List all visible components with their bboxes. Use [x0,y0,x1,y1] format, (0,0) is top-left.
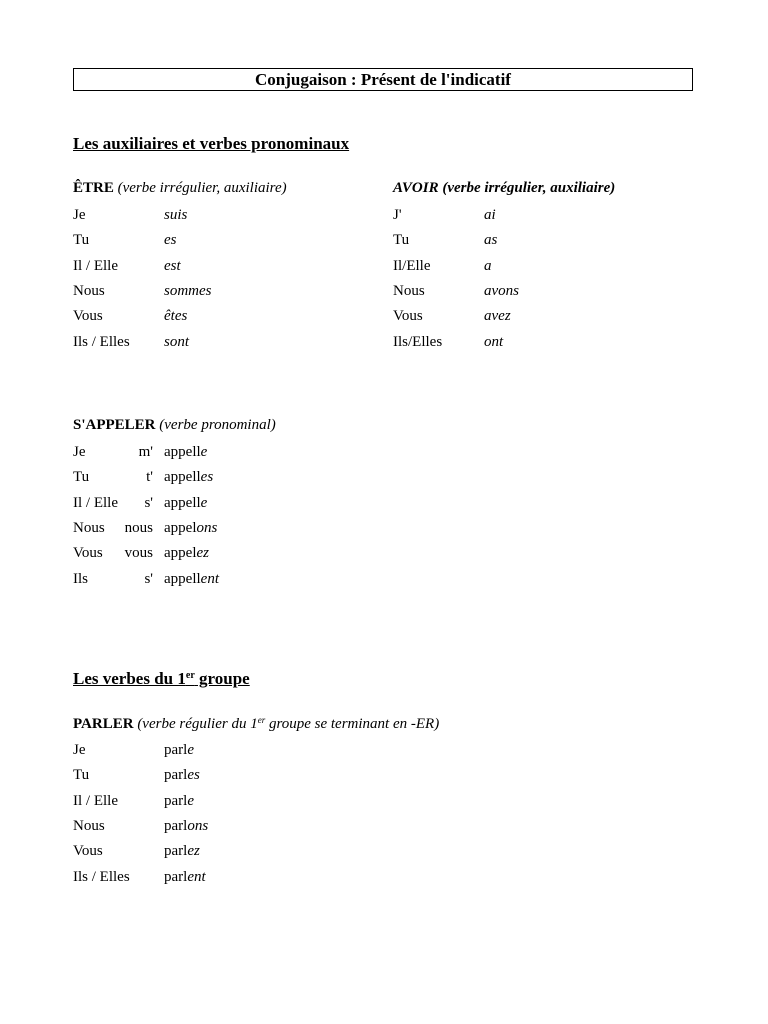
verb-ending: e [187,792,194,809]
verb-stem: appell [164,570,201,587]
verb-form: avons [484,282,519,299]
verb-stem: parl [164,792,188,809]
verb-description: (verbe irrégulier, auxiliaire) [113,180,287,196]
verb-ending: e [200,494,208,511]
verb-form [164,569,219,589]
verb-name: ÊTRE [73,180,114,196]
verb-form [164,740,194,760]
verb-ending: ent [187,868,206,885]
verb-ending: ons [187,817,209,834]
conjugation-row [73,205,373,230]
pronoun: Ils / Elles [73,333,130,350]
verb-form: êtes [164,308,188,325]
conjugation-row [73,816,373,841]
verb-heading-parler [73,715,439,733]
verb-form: a [484,257,492,274]
verb-form: sont [164,333,190,350]
pronoun: Je [73,207,86,223]
conjugation-row [393,332,693,357]
pronoun: Tu [73,767,90,784]
conjugation-row [393,256,693,281]
conjugation-row [73,543,373,568]
verb-form [164,841,200,861]
page-title: Conjugaison : Présent de l'indicatif [73,68,693,91]
verb-form: es [164,232,177,249]
verb-heading-avoir: AVOIR (verbe irrégulier, auxiliaire) [393,180,616,196]
verb-ending: es [200,469,214,486]
pronoun: Il / Elle [73,257,118,274]
pronoun: Nous [73,817,105,834]
heading-superscript: er [185,670,195,681]
pronoun: Je [73,742,86,758]
verb-stem: parl [164,817,188,834]
verb-form [164,867,206,887]
desc-text: groupe se terminant en -ER) [265,716,440,732]
conjugation-row [73,230,373,255]
verb-ending: ons [196,519,218,536]
verb-form: as [484,232,498,249]
conjugation-row [393,306,693,331]
conjugation-row [73,569,373,594]
verb-ending: e [200,444,208,460]
verb-form: est [164,257,181,274]
conjugation-row [73,442,373,467]
conjugation-row [73,281,373,306]
pronoun: Nous [73,519,105,536]
verb-form [164,467,213,487]
conjugation-row [73,791,373,816]
conjugation-row [73,867,373,892]
reflexive-pronoun: s' [144,570,153,587]
verb-form [164,816,208,836]
conjugation-row [393,281,693,306]
verb-description [134,716,440,732]
verb-form [164,765,200,785]
pronoun: Vous [73,843,103,860]
reflexive-pronoun: vous [124,545,153,562]
verb-form [164,518,217,538]
verb-heading-sappeler [73,417,276,434]
pronoun: Nous [393,282,425,299]
verb-stem: appell [164,444,201,460]
pronoun: Tu [73,232,90,249]
pronoun: Tu [73,469,90,486]
verb-stem: appell [164,469,201,486]
verb-description: (verbe pronominal) [155,417,276,433]
conjugation-row [73,841,373,866]
verb-form [164,442,207,462]
conjugation-row [73,740,373,765]
conjugation-row [73,518,373,543]
verb-name: PARLER [73,716,134,732]
verb-form: avez [484,308,511,325]
verb-stem: appel [164,545,197,562]
reflexive-pronoun: m' [138,444,153,460]
verb-ending: ez [196,545,209,562]
conjugation-row [73,256,373,281]
verb-name: S'APPELER [73,417,156,433]
reflexive-pronoun: t' [146,469,153,486]
verb-stem: parl [164,868,188,885]
conjugation-row [393,205,693,230]
conjugation-row [73,493,373,518]
heading-text: groupe [194,669,250,688]
pronoun: Il / Elle [73,792,118,809]
verb-form [164,791,194,811]
pronoun: Il/Elle [393,257,431,274]
verb-form: ai [484,207,496,223]
pronoun: Nous [73,282,105,299]
verb-form: ont [484,333,504,350]
pronoun: Je [73,444,86,460]
conjugation-row [73,332,373,357]
verb-stem: parl [164,767,188,784]
heading-text: Les verbes du 1 [73,669,186,688]
verb-stem: appel [164,519,197,536]
pronoun: Ils [73,570,88,587]
verb-ending: e [187,742,194,758]
desc-superscript: er [257,715,266,725]
conjugation-row [73,467,373,492]
pronoun: Vous [73,308,103,325]
verb-form: suis [164,207,188,223]
section-heading-auxiliaries: Les auxiliaires et verbes pronominaux [73,134,350,153]
pronoun: Ils/Elles [393,333,443,350]
section-heading-first-group [73,669,250,689]
verb-ending: ent [200,570,219,587]
verb-form [164,543,209,563]
conjugation-row [393,230,693,255]
pronoun: Vous [73,545,103,562]
pronoun: Vous [393,308,423,325]
verb-ending: ez [187,843,200,860]
conjugation-row [73,306,373,331]
verb-stem: parl [164,742,188,758]
verb-stem: appell [164,494,201,511]
reflexive-pronoun: nous [124,519,153,536]
conjugation-row [73,765,373,790]
reflexive-pronoun: s' [144,494,153,511]
pronoun: Il / Elle [73,494,118,511]
verb-stem: parl [164,843,188,860]
desc-text: (verbe régulier du 1 [133,716,258,732]
verb-form [164,493,207,513]
pronoun: Tu [393,232,410,249]
pronoun: Ils / Elles [73,868,130,885]
pronoun: J' [393,207,402,223]
verb-heading-etre [73,180,287,197]
verb-form: sommes [164,282,212,299]
verb-ending: es [187,767,200,784]
